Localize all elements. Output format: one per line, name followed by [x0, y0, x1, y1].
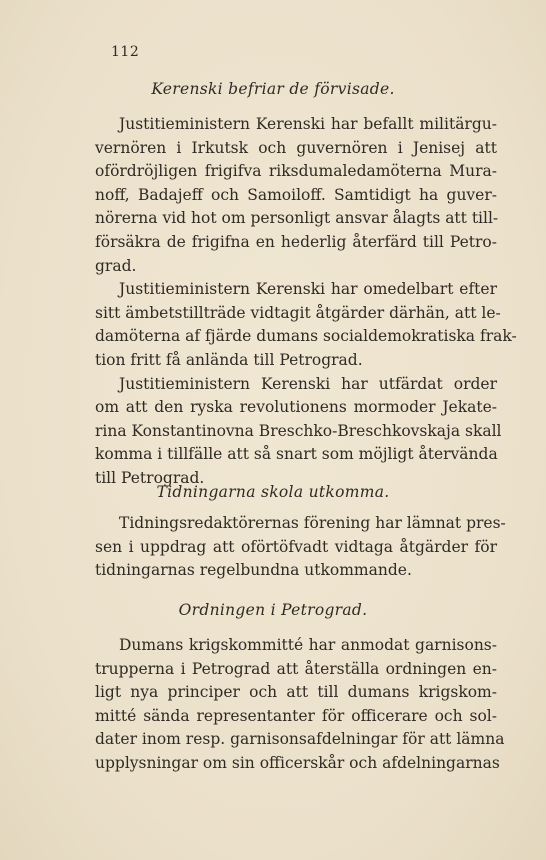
- text-line: upplysningar om sin officerskår och afdelningarnas: [95, 754, 500, 772]
- page-number: 112: [111, 44, 140, 60]
- text-line: mitté sända representanter för officerare och sol-: [95, 706, 497, 725]
- text-line: tidningarnas regelbundna utkommande.: [95, 561, 412, 580]
- text-line: grad.: [95, 256, 137, 275]
- section-heading: Ordningen i Petrograd.: [178, 601, 368, 619]
- text-line: noff, Badajeff och Samoiloff. Samtidigt ha guver-: [95, 185, 497, 204]
- text-line: dater inom resp. garnisonsafdelningar för att lämna: [95, 730, 505, 749]
- text-line: Dumans krigskommitté har anmodat garnisons-: [119, 636, 497, 654]
- section-heading: Kerenski befriar de förvisade.: [151, 80, 395, 98]
- text-line: sitt ämbetstillträde vidtagit åtgärder därhän, att le-: [95, 303, 501, 322]
- text-line: damöterna af fjärde dumans socialdemokratiska frak-: [95, 327, 517, 346]
- text-line: Tidningsredaktörernas förening har lämnat pres-: [119, 514, 506, 532]
- text-line: Justitieministern Kerenski har omedelbart efter: [119, 280, 497, 299]
- text-line: trupperna i Petrograd att återställa ordningen en-: [95, 659, 497, 678]
- text-line: rina Konstantinovna Breschko-Breschkovskaja skall: [95, 421, 502, 440]
- text-line: till Petrograd.: [95, 469, 205, 487]
- text-line: ofördröjligen frigifva riksdumaledamöterna Mura-: [95, 162, 497, 181]
- text-line: vernören i Irkutsk och guvernören i Jenisej att: [95, 138, 497, 157]
- text-line: ligt nya principer och att till dumans krigskom-: [95, 683, 497, 702]
- text-line: tion fritt få anlända till Petrograd.: [95, 351, 363, 369]
- text-line: nörerna vid hot om personligt ansvar ålagts att till-: [95, 209, 499, 228]
- text-line: Justitieministern Kerenski har befallt militärgu-: [119, 115, 497, 133]
- section-heading: Tidningarna skola utkomma.: [156, 483, 390, 501]
- text-line: Justitieministern Kerenski har utfärdat order: [119, 374, 497, 393]
- text-line: försäkra de frigifna en hederlig återfärd till Petro-: [95, 233, 497, 251]
- text-line: komma i tillfälle att så snart som möjligt återvända: [95, 445, 498, 464]
- text-line: sen i uppdrag att oförtöfvadt vidtaga åtgärder för: [95, 537, 497, 556]
- text-line: om att den ryska revolutionens mormoder Jekate-: [95, 398, 497, 417]
